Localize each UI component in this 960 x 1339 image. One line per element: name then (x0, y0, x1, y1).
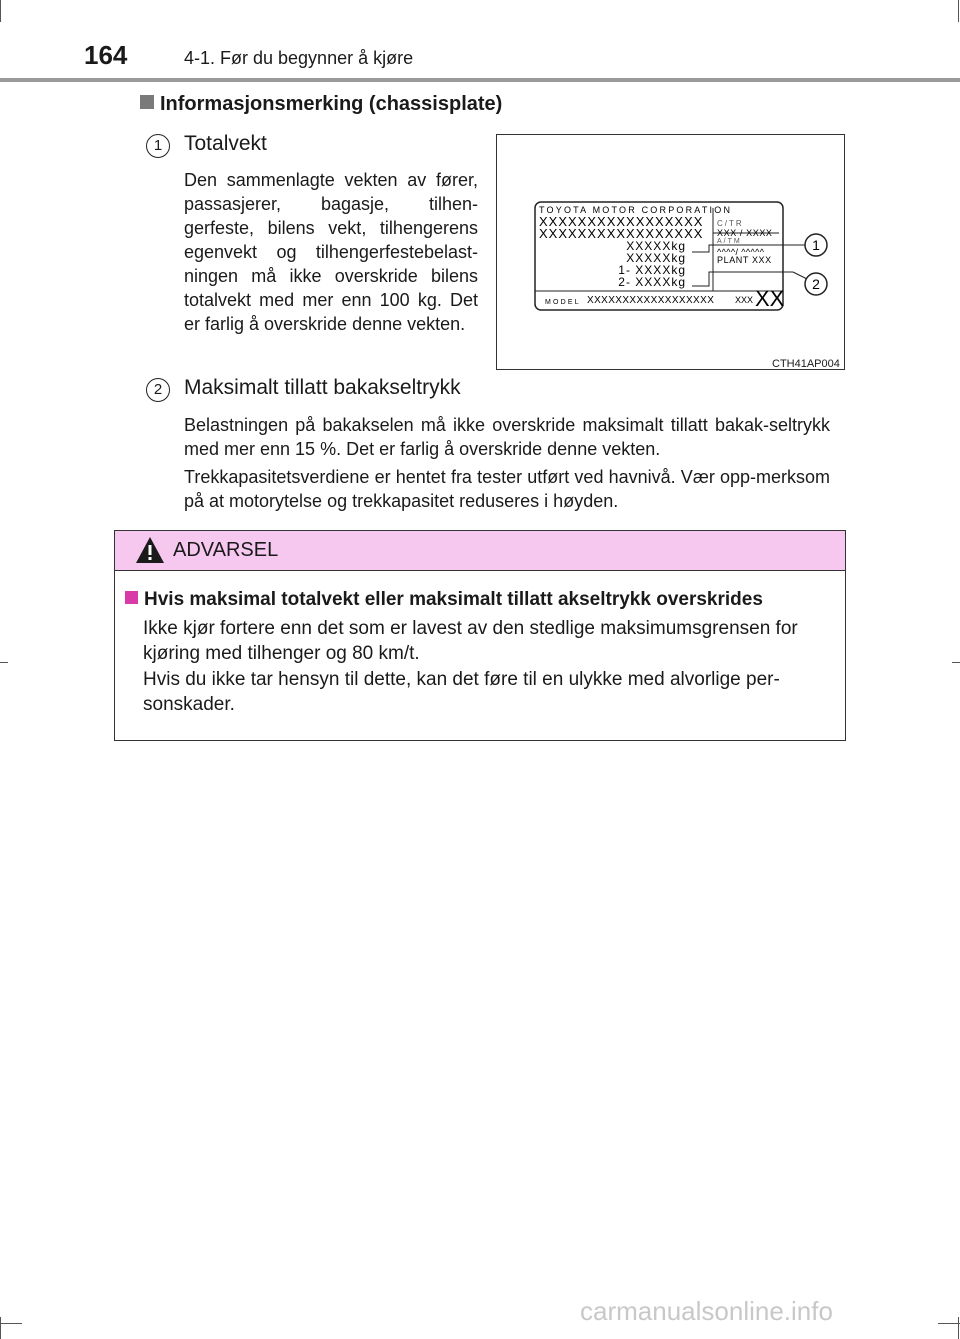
item-number-badge: 1 (146, 134, 170, 158)
plate-row1: XXXXXXXXXXXXXXXXX (539, 214, 704, 229)
page-number: 164 (84, 40, 128, 70)
warning-title: ADVARSEL (173, 539, 279, 561)
plate-atm-value: ^^^^/ ^^^^^ (717, 247, 765, 257)
plate-maker: TOYOTA MOTOR CORPORATION (539, 205, 733, 215)
plate-row2: XXXXXXXXXXXXXXXXX (539, 226, 704, 241)
crop-mark (958, 0, 959, 22)
warning-header (115, 531, 845, 571)
item-body-bakakseltrykk: Belastningen på bakakselen må ikke overskride maksimalt tillatt bakak-seltrykk med mer enn 15 %. Det er farlig å overskride denne vekten. (184, 415, 830, 459)
plate-axle2: 2- XXXXkg (618, 275, 686, 289)
plate-model-label: MODEL (545, 299, 581, 306)
figure-code: CTH41AP004 (772, 358, 840, 370)
item-body-totalvekt: Den sammenlagte vekten av fører, passasjerer, bagasje, tilhen-gerfeste, bilens vekt, tilhengerens egenvekt og tilhengerfestebelast-ningen må ikke overskride bilens totalvekt med mer enn 100 kg. Det er farlig å overskride denne vekten. (184, 170, 478, 334)
crop-mark (938, 1323, 960, 1324)
item-title-bakakseltrykk: Maksimalt tillatt bakakseltrykk (184, 376, 461, 399)
section-heading-text: Informasjonsmerking (chassisplate) (160, 93, 503, 115)
crop-mark (952, 662, 960, 663)
plate-model-code: XXX (735, 295, 754, 305)
crop-mark (958, 1317, 959, 1339)
chassis-plate-illustration (497, 135, 844, 369)
item-title-totalvekt: Totalvekt (184, 132, 267, 155)
warning-box (114, 530, 846, 741)
item-number-badge: 2 (146, 378, 170, 402)
crop-mark (0, 1317, 1, 1339)
crop-mark (0, 0, 1, 22)
plate-model-value: XXXXXXXXXXXXXXXXXX (587, 295, 715, 306)
square-bullet-icon (140, 95, 154, 109)
plate-weight2: XXXXXkg (626, 251, 686, 265)
plate-plant: PLANT XXX (717, 255, 772, 265)
square-bullet-icon (125, 591, 138, 604)
plate-weight1: XXXXXkg (626, 239, 686, 253)
chassis-plate-figure (496, 134, 845, 370)
header-rule (0, 78, 960, 82)
warning-subheading (125, 589, 763, 611)
warning-triangle-icon (135, 536, 165, 564)
watermark: carmanualsonline.info (580, 1296, 833, 1326)
callout-1: 1 (812, 237, 820, 253)
plate-axle1: 1- XXXXkg (618, 263, 686, 277)
section-heading (140, 93, 502, 116)
plate-ctr-value: XXX / XXXX (717, 228, 773, 238)
warning-paragraph-1: Ikke kjør fortere enn det som er lavest av den stedlige maksimumsgrensen for kjøring med tilhenger og 80 km/t. (143, 618, 798, 664)
running-head: 4-1. Før du begynner å kjøre (184, 48, 414, 68)
crop-mark (0, 1323, 22, 1324)
plate-model-big: XX (755, 286, 785, 311)
crop-mark (0, 662, 8, 663)
item-body-trekkapasitet: Trekkapasitetsverdiene er hentet fra tester utført ved havnivå. Vær opp-merksom på at motorytelse og trekkapasitet reduseres i høyden. (184, 467, 830, 511)
warning-subheading-text: Hvis maksimal totalvekt eller maksimalt tillatt akseltrykk overskrides (144, 589, 763, 610)
warning-paragraph-2: Hvis du ikke tar hensyn til dette, kan det føre til en ulykke med alvorlige per-sonskader. (143, 669, 780, 715)
callout-2: 2 (812, 276, 820, 292)
plate-atm-label: A/TM (717, 238, 742, 245)
plate-ctr-label: C/TR (717, 219, 744, 228)
